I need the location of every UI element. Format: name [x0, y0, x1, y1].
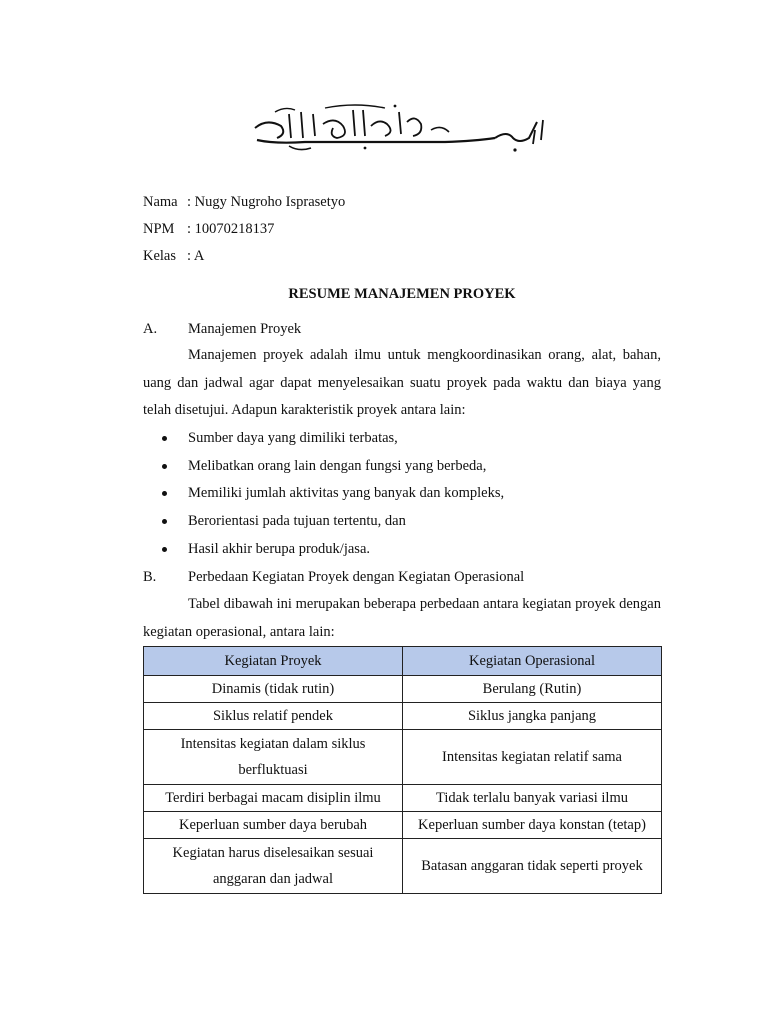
- bullet-icon: [162, 491, 167, 496]
- bullet-icon: [162, 519, 167, 524]
- table-cell: Batasan anggaran tidak seperti proyek: [403, 839, 662, 894]
- bullet-icon: [162, 547, 167, 552]
- name-label: Nama: [143, 194, 178, 210]
- section-b-paragraph: [143, 591, 661, 646]
- section-a-heading: [143, 319, 301, 339]
- class-label: Kelas: [143, 248, 177, 264]
- table-cell: Dinamis (tidak rutin): [144, 676, 403, 703]
- table-cell: Berulang (Rutin): [403, 676, 662, 703]
- section-b-paragraph-text: Tabel dibawah ini merupakan beberapa perbedaan antara kegiatan proyek dengan kegiatan operasional, antara lain:: [143, 596, 661, 640]
- section-a-paragraph-text: Manajemen proyek adalah ilmu untuk mengkoordinasikan orang, alat, bahan, uang dan jadwal agar dapat menyelesaikan suatu proyek pada waktu dan biaya yang telah disetujui. Adapun karakteristik proyek antara lain:: [143, 347, 661, 418]
- table-row: [144, 812, 662, 839]
- name-row: [143, 192, 345, 212]
- section-a-title: Manajemen Proyek: [188, 321, 302, 337]
- table-cell: Tidak terlalu banyak variasi ilmu: [403, 785, 662, 812]
- table-cell: Keperluan sumber daya konstan (tetap): [403, 812, 662, 839]
- table-cell: Terdiri berbagai macam disiplin ilmu: [144, 785, 403, 812]
- table-row: [144, 676, 662, 703]
- list-item: [143, 453, 661, 481]
- column-header-project: Kegiatan Proyek: [144, 647, 403, 676]
- table-row: [144, 839, 662, 894]
- npm-label: NPM: [143, 221, 175, 237]
- comparison-table: [143, 646, 662, 894]
- characteristics-list: [143, 425, 661, 563]
- list-item-text: Melibatkan orang lain dengan fungsi yang berbeda,: [188, 457, 487, 474]
- table-cell: Intensitas kegiatan relatif sama: [403, 730, 662, 785]
- table-cell: Siklus jangka panjang: [403, 703, 662, 730]
- basmala-calligraphy-icon: [245, 100, 555, 160]
- list-item: [143, 536, 661, 564]
- list-item-text: Berorientasi pada tujuan tertentu, dan: [188, 513, 406, 530]
- section-a-number: A.: [143, 321, 158, 337]
- section-a-paragraph: [143, 342, 661, 425]
- table-cell: Intensitas kegiatan dalam siklus berfluktuasi: [144, 730, 403, 785]
- list-item: [143, 425, 661, 453]
- table-header-row: [144, 647, 662, 676]
- column-header-operational: Kegiatan Operasional: [403, 647, 662, 676]
- npm-value: : 10070218137: [187, 221, 275, 237]
- list-item-text: Memiliki jumlah aktivitas yang banyak dan kompleks,: [188, 485, 505, 502]
- section-b-heading: [143, 567, 524, 587]
- table-cell: Keperluan sumber daya berubah: [144, 812, 403, 839]
- npm-row: [143, 219, 274, 239]
- table-cell: Siklus relatif pendek: [144, 703, 403, 730]
- table-cell: Kegiatan harus diselesaikan sesuai anggaran dan jadwal: [144, 839, 403, 894]
- list-item: [143, 508, 661, 536]
- document-title: RESUME MANAJEMEN PROYEK: [288, 286, 516, 302]
- bullet-icon: [162, 436, 167, 441]
- section-b-title: Perbedaan Kegiatan Proyek dengan Kegiatan Operasional: [188, 569, 525, 585]
- section-b-number: B.: [143, 569, 157, 585]
- list-item-text: Sumber daya yang dimiliki terbatas,: [188, 430, 398, 446]
- table-row: [144, 703, 662, 730]
- name-value: : Nugy Nugroho Isprasetyo: [187, 194, 346, 210]
- class-row: [143, 246, 204, 266]
- list-item-text: Hasil akhir berupa produk/jasa.: [188, 540, 371, 557]
- class-value: : A: [187, 248, 205, 264]
- table-row: [144, 785, 662, 812]
- bullet-icon: [162, 464, 167, 469]
- list-item: [143, 480, 661, 508]
- table-row: [144, 730, 662, 785]
